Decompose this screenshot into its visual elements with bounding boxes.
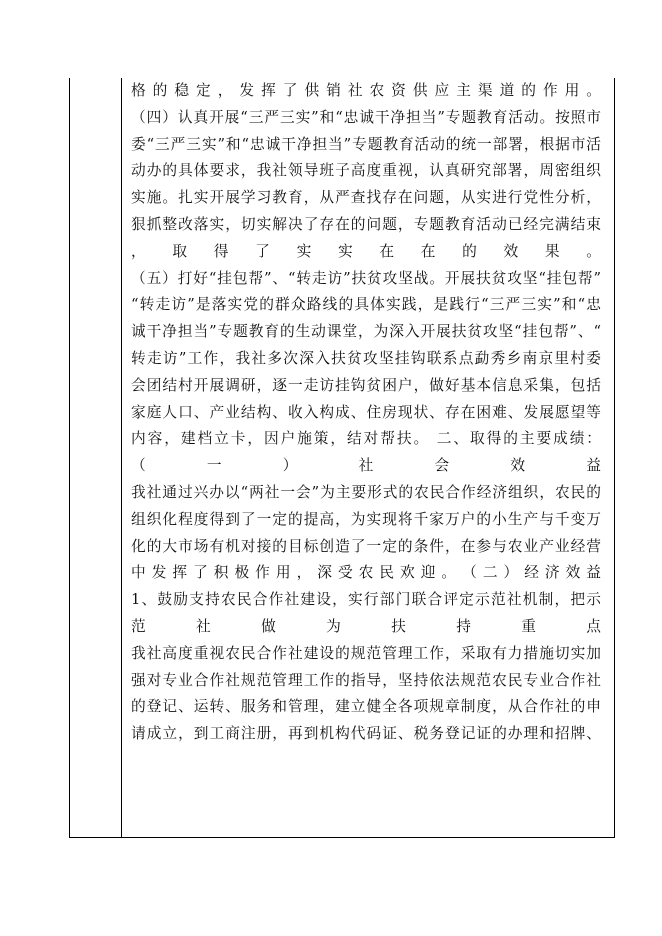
text-line: 化的大市场有机对接的目标创造了一定的条件，在参与农业产业经营 bbox=[131, 537, 601, 555]
text-line: 请成立，到工商注册，再到机构代码证、税务登记证的办理和招牌、 bbox=[131, 725, 601, 743]
text-line: 中 发 挥 了 积 极 作 用 ， 深 受 农 民 欢 迎 。 （ 二 ） 经 济 效 益 bbox=[131, 564, 601, 582]
text-line: 强对专业合作社规范管理工作的指导，坚持依法规范农民专业合作社 bbox=[131, 671, 601, 689]
table-column-divider bbox=[121, 78, 122, 838]
text-line: 动办的具体要求，我社领导班子高度重视，认真研究部署，周密组织 bbox=[131, 162, 601, 180]
text-line: 委“三严三实”和“忠诚干净担当”专题教育活动的统一部署，根据市活 bbox=[131, 135, 601, 153]
text-line: 格 的 稳 定 ， 发 挥 了 供 销 社 农 资 供 应 主 渠 道 的 作 用 。 bbox=[131, 82, 601, 99]
table-right-border bbox=[614, 78, 615, 838]
text-line: ， 取 得 了 实 实 在 在 的 效 果 。 bbox=[131, 242, 601, 260]
table-left-border bbox=[69, 78, 70, 838]
text-line: 实施。扎实开展学习教育，从严查找存在问题，从实进行党性分析， bbox=[131, 189, 601, 207]
text-line: （四）认真开展“三严三实”和“忠诚干净担当”专题教育活动。按照市 bbox=[131, 108, 601, 126]
text-line: 1、鼓励支持农民合作社建设，实行部门联合评定示范社机制，把示 bbox=[131, 591, 601, 609]
text-line: 转走访”工作，我社多次深入扶贫攻坚挂钩联系点勐秀乡南京里村委 bbox=[131, 349, 601, 367]
text-line: 我社高度重视农民合作社建设的规范管理工作，采取有力措施切实加 bbox=[131, 644, 601, 662]
text-line: 会团结村开展调研，逐一走访挂钩贫困户，做好基本信息采集，包括 bbox=[131, 376, 601, 394]
text-line: 内容，建档立卡，因户施策，结对帮扶。 二、取得的主要成绩： bbox=[131, 430, 601, 448]
text-line: 诚干净担当”专题教育的生动课堂，为深入开展扶贫攻坚“挂包帮”、“ bbox=[131, 323, 601, 341]
text-line: 的登记、运转、服务和管理，建立健全各项规章制度，从合作社的申 bbox=[131, 698, 601, 716]
text-line: 家庭人口、产业结构、收入构成、住房现状、存在困难、发展愿望等 bbox=[131, 403, 601, 421]
text-line: 组织化程度得到了一定的提高，为实现将千家万户的小生产与千变万 bbox=[131, 510, 601, 528]
text-line: 狠抓整改落实，切实解决了存在的问题，专题教育活动已经完满结束 bbox=[131, 215, 601, 233]
text-line: 我社通过兴办以“两社一会”为主要形式的农民合作经济组织，农民的 bbox=[131, 483, 601, 501]
text-line: （ 一 ） 社 会 效 益 bbox=[131, 457, 601, 475]
text-line: “转走访”是落实党的群众路线的具体实践，是践行“三严三实”和“忠 bbox=[131, 296, 601, 314]
document-body bbox=[131, 78, 601, 748]
text-line: 范 社 做 为 扶 持 重 点 bbox=[131, 617, 601, 635]
table-bottom-border bbox=[69, 837, 615, 838]
text-line: （五）打好“挂包帮”、“转走访”扶贫攻坚战。开展扶贫攻坚“挂包帮” bbox=[131, 269, 601, 287]
